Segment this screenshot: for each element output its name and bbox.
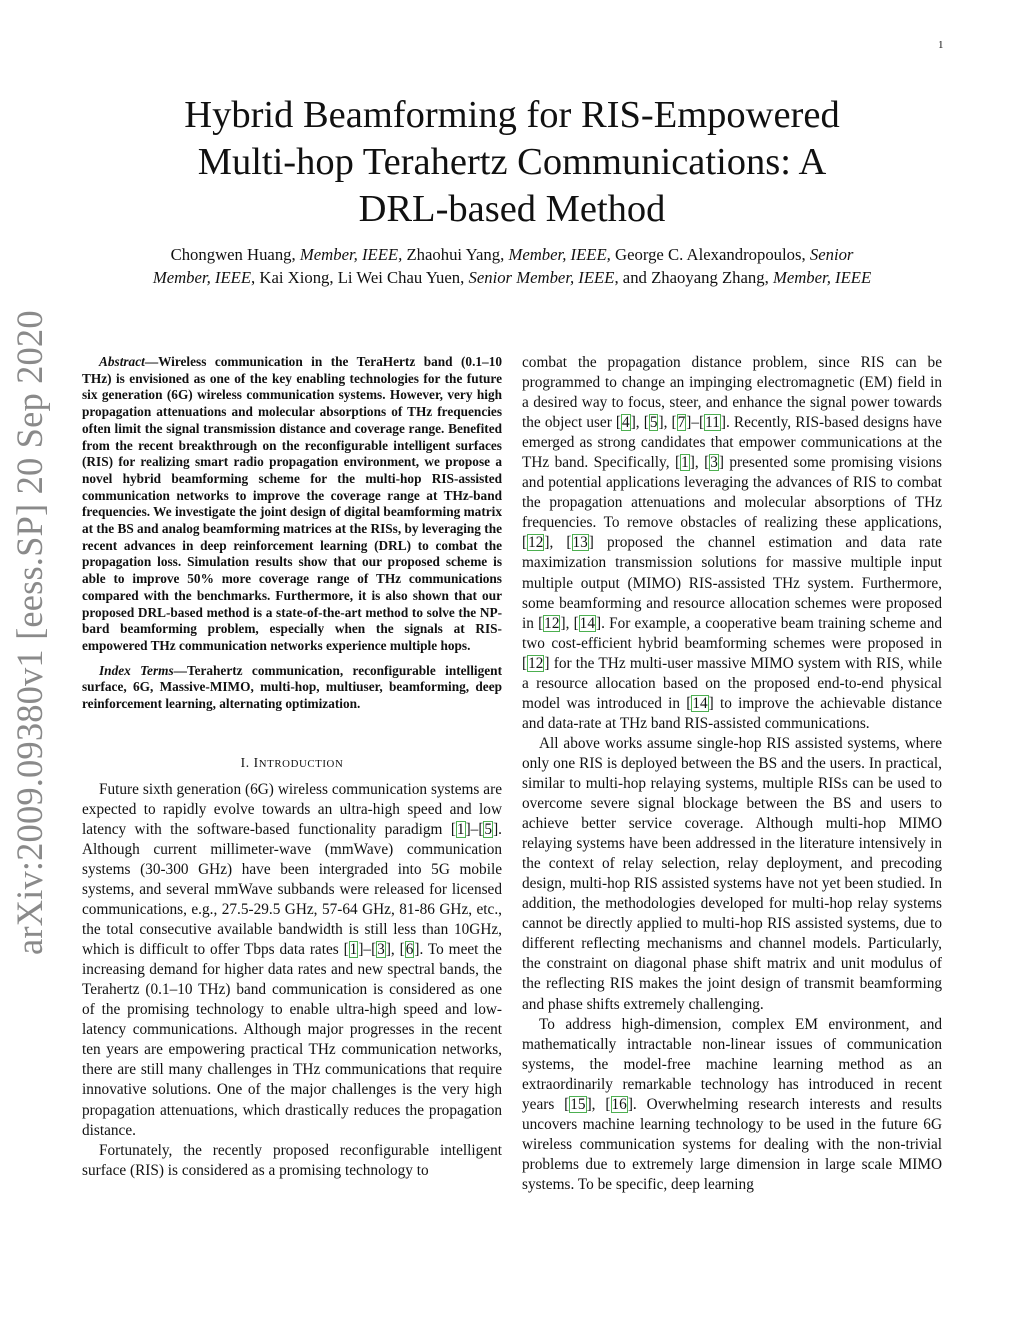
citation-link[interactable]: 5: [484, 820, 493, 838]
author-list: [88, 243, 936, 289]
author-name: , Kai Xiong, Li Wei Chau Yuen,: [251, 268, 469, 287]
text-run: ] to improve the achievable distance and data-rate at THz band RIS-assisted communications.: [522, 694, 943, 732]
text-run: ], [: [560, 614, 579, 632]
intro-paragraph-2: Fortunately, the recently proposed reconfigurable intelligent surface (RIS) is considered as a promising technology to: [82, 1141, 502, 1179]
author-role: Senior Member, IEEE: [468, 268, 615, 287]
title-line-2: Multi-hop Terahertz Communications: A: [197, 141, 827, 183]
text-run: ], [: [689, 454, 710, 472]
citation-link[interactable]: 1: [681, 454, 689, 472]
text-run: ]. To meet the increasing demand for higher data rates and new spectral bands, the Terahertz (0.1–10 THz) band communication is considered as one of the promising technology to enable ultra-high speed and low-latency communications. Although major progresses in the recent ten years are empowering practical THz communication networks, there are still many challenges in THz communications that require innovative solutions. One of the major challenges is the very high propagation attenuations, which drastically reduces the propagation distance.: [82, 941, 502, 1139]
page-number: 1: [938, 39, 944, 51]
text-run: ]. For example, a cooperative beam training scheme and two cost-efficient hybrid beamforming schemes were proposed in [: [522, 614, 942, 672]
citation-link[interactable]: 16: [611, 1095, 627, 1113]
text-run: ], [: [586, 1095, 611, 1113]
title-line-1: Hybrid Beamforming for RIS-Empowered: [184, 94, 840, 136]
citation-link[interactable]: 14: [579, 614, 595, 632]
text-run: combat the propagation distance problem, since RIS can be programmed to change an impinging electromagnetic (EM) field in a desired way to focus, steer, and enhance the signal power towards the object user [: [522, 354, 942, 432]
author-name: Chongwen Huang,: [170, 245, 300, 264]
abstract-label: Abstract: [99, 354, 145, 369]
index-terms-text: —Terahertz communication, reconfigurable intelligent surface, 6G, Massive-MIMO, multi-hop, multiuser, beamforming, deep reinforcement learning, alternating optimization.: [82, 662, 502, 712]
author-line-1: [88, 243, 936, 266]
author-line-2: [88, 266, 936, 289]
section-numeral: I.: [240, 754, 254, 770]
text-run: ]–[: [465, 820, 484, 838]
intro-paragraph-4: [522, 1015, 942, 1195]
citation-link[interactable]: 12: [544, 614, 560, 632]
text-run: ] presented some promising visions and potential applications leveraging the advances of RIS to combat the propagation attenuations and molecular absorptions of THz frequencies. To remove obstacles of realizing these applications, [: [522, 454, 943, 552]
citation-link[interactable]: 7: [677, 414, 686, 432]
text-run: ] for the THz multi-user massive MIMO system with RIS, while a resource allocation based on the proposed end-to-end physical model was introduced in [: [522, 654, 942, 712]
abstract-text: —Wireless communication in the TeraHertz band (0.1–10 THz) is envisioned as one of the key enabling technologies for the future six generation (6G) wireless communication systems. However, very high propagation attenuations and molecular absorptions of THz frequencies often limit the signal transmission distance and coverage range. Benefited from the recent breakthrough on the reconfigurable intelligent surfaces (RIS) for realizing smart radio propagation environment, we propose a novel hybrid beamforming scheme for the multi-hop RIS-assisted communication networks to improve the coverage range at THz-band frequencies. We investigate the joint design of digital beamforming matrix at the BS and analog beamforming matrices at the RISs, by leveraging the recent advances in deep reinforcement learning (DRL) to combat the propagation loss. Simulation results show that our proposed scheme is able to improve 50% more coverage range of THz communications compared with the benchmarks. Furthermore, it is also shown that our proposed DRL-based method is a state-of-the-art method to solve the NP-bard beamforming problem, especially when the signals at RIS-empowered THz communication networks experience multiple hops.: [82, 354, 502, 653]
text-run: ]–[: [686, 414, 705, 432]
left-column: [82, 354, 502, 1181]
author-role: Member, IEEE,: [299, 245, 403, 264]
citation-link[interactable]: 1: [349, 941, 358, 959]
citation-link[interactable]: 3: [377, 941, 385, 959]
index-terms: [82, 663, 502, 713]
text-run: ]–[: [358, 941, 377, 959]
text-run: ], [: [385, 941, 405, 959]
author-role: Member, IEEE: [152, 268, 252, 287]
text-run: ], [: [544, 534, 572, 552]
citation-link[interactable]: 1: [456, 820, 465, 838]
text-run: ], [: [630, 414, 649, 432]
text-run: Future sixth generation (6G) wireless communication systems are expected to rapidly evolve towards an ultra-high speed and low latency with the software-based functionality paradigm [: [82, 780, 502, 838]
citation-link[interactable]: 15: [570, 1095, 586, 1113]
citation-link[interactable]: 5: [649, 414, 658, 432]
text-run: ], [: [658, 414, 677, 432]
author-name: Zhaohui Yang,: [402, 245, 509, 264]
text-run: ]. Recently, RIS-based designs have emerged as strong candidates that empower communications at the THz band. Specifically, [: [522, 414, 942, 472]
intro-paragraph-3: All above works assume single-hop RIS assisted systems, where only one RIS is deployed between the BS and the users. In practical, similar to multi-hop relaying systems, multiple RISs can be used to overcome severe signal blockage between the BS and users to achieve better service coverage. Although multi-hop MIMO relaying systems have been addressed in the literature intensively in the context of relay selection, relay deployment, and precoding design, multi-hop RIS assisted systems have not yet been studied. In addition, the methodologies developed for multi-hop relay systems cannot be directly applied to multi-hop RIS assisted systems, due to different reflecting mechanisms and channel models. Particularly, the constraint on diagonal phase shift matrix and unit modulus of the reflecting RIS makes the joint design of transmit beamforming and phase shifts extremely challenging.: [522, 734, 942, 1013]
section-heading-introduction: [82, 755, 502, 771]
right-column: [522, 353, 942, 1195]
citation-link[interactable]: 12: [528, 654, 544, 672]
citation-link[interactable]: 6: [405, 941, 414, 959]
text-run: ]. Although current millimeter-wave (mmWave) communication systems (30-300 GHz) have been intergraded into 5G mobile systems, and several mmWave subbands were released for licensed communications, e.g., 27.5-29.5 GHz, 57-64 GHz, 81-86 GHz, etc., the total consecutive available bandwidth is still less than 10GHz, which is difficult to offer Tbps data rates [: [82, 820, 502, 959]
author-role: Senior: [809, 245, 854, 264]
index-terms-label: Index Terms: [99, 662, 174, 678]
citation-link[interactable]: 4: [622, 414, 630, 432]
section-initial: I: [253, 754, 259, 770]
author-name: , and Zhaoyang Zhang,: [614, 268, 773, 287]
intro-paragraph-1: [82, 780, 502, 1141]
section-title-smallcaps: NTRODUCTION: [258, 757, 344, 770]
text-run: ] proposed the channel estimation and data rate maximization transmission solutions for massive multiple input multiple output (MIMO) RIS-assisted THz system. Furthermore, some beamforming and resource allocation schemes were proposed in [: [522, 534, 942, 632]
author-name: George C. Alexandropoulos,: [610, 245, 810, 264]
author-role: Member, IEEE: [772, 268, 872, 287]
text-run: ]. Overwhelming research interests and results uncovers machine learning technology to be used in the future 6G wireless communication systems for dealing with the non-trivial problems due to extremely large dimension in large scale MIMO systems. To be specific, deep learning: [522, 1095, 942, 1193]
citation-link[interactable]: 12: [528, 534, 544, 552]
citation-link[interactable]: 3: [710, 454, 718, 472]
citation-link[interactable]: 14: [692, 694, 708, 712]
abstract: [82, 354, 502, 655]
paper-title: [112, 92, 912, 233]
arxiv-identifier-stamp: arXiv:2009.09380v1 [eess.SP] 20 Sep 2020: [9, 310, 50, 955]
title-line-3: DRL-based Method: [358, 188, 666, 230]
text-run: To address high-dimension, complex EM environment, and mathematically intractable non-linear issues of communication systems, the model-free machine learning method as an extraordinarily remarkable technology has introduced in recent years [: [522, 1015, 942, 1113]
author-role: Member, IEEE,: [508, 245, 611, 264]
citation-link[interactable]: 13: [572, 534, 588, 552]
intro-paragraph-2-continued: [522, 353, 942, 734]
citation-link[interactable]: 11: [705, 414, 720, 432]
